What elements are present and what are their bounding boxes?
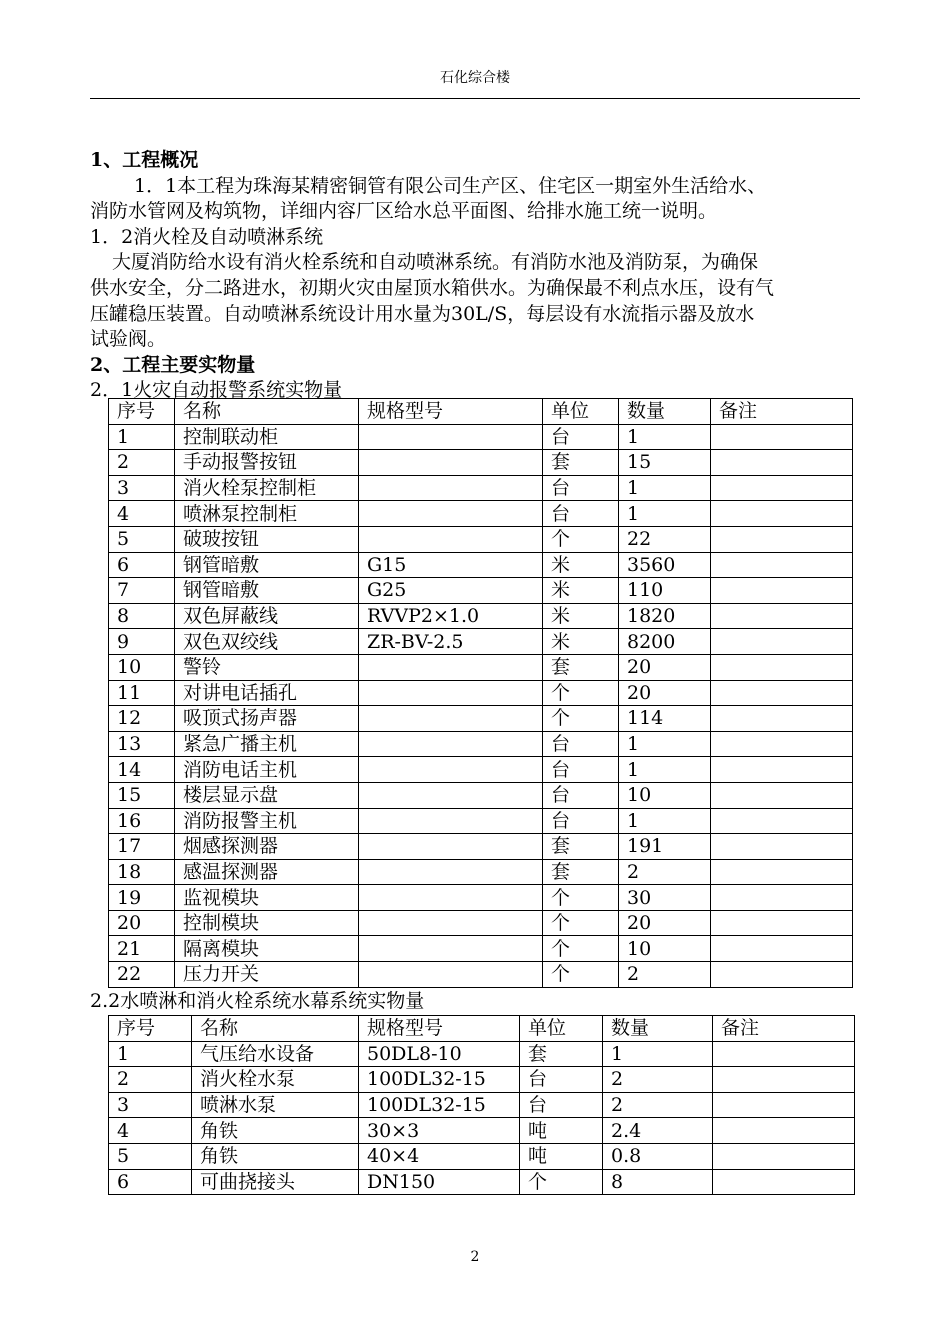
cell-unit: 台: [543, 808, 619, 834]
cell-note: [713, 1143, 855, 1169]
cell-name: 可曲挠接头: [192, 1169, 359, 1195]
cell-no: 21: [109, 936, 175, 962]
cell-unit: 个: [520, 1169, 603, 1195]
cell-qty: 191: [619, 834, 711, 860]
cell-name: 角铁: [192, 1143, 359, 1169]
cell-spec: 100DL32-15: [359, 1092, 520, 1118]
cell-unit: 个: [543, 680, 619, 706]
cell-spec: [359, 654, 543, 680]
cell-note: [713, 1041, 855, 1067]
cell-name: 隔离模块: [175, 936, 359, 962]
cell-spec: [359, 757, 543, 783]
header-cell-note: 备注: [711, 399, 853, 425]
table-header-row: [109, 399, 853, 425]
page-number: 2: [470, 1249, 480, 1265]
cell-no: 11: [109, 680, 175, 706]
table-row: [109, 1143, 855, 1169]
table-row: [109, 526, 853, 552]
table-row: [109, 936, 853, 962]
cell-spec: DN150: [359, 1169, 520, 1195]
cell-qty: 20: [619, 680, 711, 706]
cell-spec: [359, 706, 543, 732]
table-row: [109, 834, 853, 860]
cell-unit: 个: [543, 526, 619, 552]
cell-note: [711, 654, 853, 680]
cell-no: 22: [109, 962, 175, 988]
table-row: [109, 501, 853, 527]
cell-spec: [359, 936, 543, 962]
cell-name: 消火栓水泵: [192, 1067, 359, 1093]
cell-note: [711, 885, 853, 911]
cell-qty: 110: [619, 578, 711, 604]
cell-no: 13: [109, 731, 175, 757]
cell-note: [711, 603, 853, 629]
cell-qty: 1: [619, 731, 711, 757]
table-row: [109, 962, 853, 988]
cell-no: 8: [109, 603, 175, 629]
cell-name: 消防电话主机: [175, 757, 359, 783]
cell-name: 钢管暗敷: [175, 578, 359, 604]
cell-unit: 米: [543, 578, 619, 604]
cell-spec: G15: [359, 552, 543, 578]
cell-no: 5: [109, 526, 175, 552]
cell-no: 2: [109, 450, 175, 476]
header-cell-no: 序号: [109, 399, 175, 425]
table-row: [109, 782, 853, 808]
cell-note: [711, 782, 853, 808]
cell-no: 14: [109, 757, 175, 783]
cell-name: 警铃: [175, 654, 359, 680]
table-row: [109, 603, 853, 629]
cell-spec: 40×4: [359, 1143, 520, 1169]
table-row: [109, 1118, 855, 1144]
cell-unit: 个: [543, 962, 619, 988]
cell-name: 气压给水设备: [192, 1041, 359, 1067]
cell-no: 19: [109, 885, 175, 911]
section-2-1-heading: 2．1火灾自动报警系统实物量: [90, 379, 343, 402]
section-1-2-line-3: 压罐稳压装置。自动喷淋系统设计用水量为30L/S，每层设有水流指示器及放水: [90, 302, 755, 325]
section-1-heading: 1、工程概况: [90, 149, 199, 171]
cell-note: [711, 834, 853, 860]
cell-unit: 套: [520, 1041, 603, 1067]
cell-unit: 米: [543, 552, 619, 578]
cell-spec: [359, 450, 543, 476]
header-cell-name: 名称: [175, 399, 359, 425]
cell-note: [711, 578, 853, 604]
cell-qty: 8: [603, 1169, 713, 1195]
cell-note: [711, 808, 853, 834]
cell-qty: 2: [603, 1067, 713, 1093]
cell-name: 压力开关: [175, 962, 359, 988]
table-row: [109, 424, 853, 450]
cell-name: 角铁: [192, 1118, 359, 1144]
cell-qty: 20: [619, 654, 711, 680]
cell-no: 4: [109, 1118, 192, 1144]
table-row: [109, 450, 853, 476]
cell-unit: 台: [543, 424, 619, 450]
cell-spec: 50DL8-10: [359, 1041, 520, 1067]
cell-spec: ZR-BV-2.5: [359, 629, 543, 655]
cell-qty: 10: [619, 782, 711, 808]
cell-no: 1: [109, 424, 175, 450]
table-row: [109, 680, 853, 706]
cell-no: 5: [109, 1143, 192, 1169]
cell-qty: 1: [619, 424, 711, 450]
cell-note: [711, 706, 853, 732]
document-body-2: [90, 989, 860, 1015]
cell-name: 消火栓泵控制柜: [175, 475, 359, 501]
cell-no: 3: [109, 475, 175, 501]
table-row: [109, 1092, 855, 1118]
header-cell-unit: 单位: [543, 399, 619, 425]
section-1-1-line-2: 消防水管网及构筑物，详细内容厂区给水总平面图、给排水施工统一说明。: [90, 200, 718, 223]
table-row: [109, 1169, 855, 1195]
cell-spec: [359, 859, 543, 885]
cell-note: [711, 757, 853, 783]
cell-spec: [359, 501, 543, 527]
cell-no: 3: [109, 1092, 192, 1118]
cell-no: 17: [109, 834, 175, 860]
header-cell-qty: 数量: [619, 399, 711, 425]
cell-name: 紧急广播主机: [175, 731, 359, 757]
cell-no: 20: [109, 910, 175, 936]
cell-note: [713, 1092, 855, 1118]
cell-note: [713, 1118, 855, 1144]
cell-spec: [359, 424, 543, 450]
cell-name: 双色双绞线: [175, 629, 359, 655]
table-row: [109, 706, 853, 732]
cell-unit: 台: [543, 757, 619, 783]
cell-name: 消防报警主机: [175, 808, 359, 834]
header-cell-note: 备注: [713, 1016, 855, 1042]
cell-note: [711, 962, 853, 988]
cell-note: [711, 680, 853, 706]
cell-unit: 吨: [520, 1143, 603, 1169]
cell-name: 双色屏蔽线: [175, 603, 359, 629]
header-cell-unit: 单位: [520, 1016, 603, 1042]
cell-name: 喷淋水泵: [192, 1092, 359, 1118]
cell-unit: 米: [543, 603, 619, 629]
cell-name: 吸顶式扬声器: [175, 706, 359, 732]
page-header-title: 石化综合楼: [440, 70, 510, 86]
cell-note: [711, 936, 853, 962]
cell-note: [711, 859, 853, 885]
cell-qty: 1: [619, 757, 711, 783]
cell-no: 16: [109, 808, 175, 834]
cell-unit: 套: [543, 834, 619, 860]
table-row: [109, 629, 853, 655]
cell-note: [711, 629, 853, 655]
cell-unit: 套: [543, 450, 619, 476]
cell-qty: 2: [619, 962, 711, 988]
cell-unit: 个: [543, 885, 619, 911]
cell-unit: 套: [543, 654, 619, 680]
cell-qty: 15: [619, 450, 711, 476]
cell-spec: 100DL32-15: [359, 1067, 520, 1093]
cell-unit: 个: [543, 936, 619, 962]
cell-spec: [359, 731, 543, 757]
header-cell-name: 名称: [192, 1016, 359, 1042]
cell-no: 12: [109, 706, 175, 732]
cell-no: 1: [109, 1041, 192, 1067]
cell-spec: [359, 910, 543, 936]
cell-unit: 台: [520, 1092, 603, 1118]
cell-note: [711, 501, 853, 527]
cell-spec: 30×3: [359, 1118, 520, 1144]
table-row: [109, 885, 853, 911]
cell-qty: 8200: [619, 629, 711, 655]
cell-note: [711, 424, 853, 450]
cell-unit: 台: [543, 501, 619, 527]
cell-qty: 2.4: [603, 1118, 713, 1144]
cell-no: 15: [109, 782, 175, 808]
header-cell-qty: 数量: [603, 1016, 713, 1042]
cell-unit: 台: [520, 1067, 603, 1093]
cell-spec: [359, 526, 543, 552]
cell-unit: 吨: [520, 1118, 603, 1144]
header-cell-spec: 规格型号: [359, 1016, 520, 1042]
cell-name: 感温探测器: [175, 859, 359, 885]
cell-no: 9: [109, 629, 175, 655]
cell-unit: 个: [543, 706, 619, 732]
cell-spec: [359, 475, 543, 501]
cell-name: 破玻按钮: [175, 526, 359, 552]
header-cell-no: 序号: [109, 1016, 192, 1042]
cell-name: 手动报警按钮: [175, 450, 359, 476]
cell-no: 6: [109, 552, 175, 578]
cell-note: [711, 731, 853, 757]
table-row: [109, 808, 853, 834]
cell-spec: G25: [359, 578, 543, 604]
table-row: [109, 1067, 855, 1093]
cell-unit: 个: [543, 910, 619, 936]
section-2-2-heading: 2.2水喷淋和消火栓系统水幕系统实物量: [90, 990, 425, 1012]
cell-qty: 1: [619, 808, 711, 834]
cell-unit: 台: [543, 782, 619, 808]
cell-no: 4: [109, 501, 175, 527]
cell-note: [711, 526, 853, 552]
cell-qty: 1: [619, 475, 711, 501]
header-cell-spec: 规格型号: [359, 399, 543, 425]
cell-spec: [359, 962, 543, 988]
section-1-2-line-2: 供水安全，分二路进水，初期火灾由屋顶水箱供水。为确保最不利点水压，设有气: [90, 276, 775, 299]
cell-spec: RVVP2×1.0: [359, 603, 543, 629]
sprinkler-hydrant-quantity-table: [108, 1015, 855, 1195]
cell-qty: 2: [619, 859, 711, 885]
cell-qty: 1: [603, 1041, 713, 1067]
section-1-2-line-4: 试验阀。: [90, 328, 167, 351]
cell-unit: 台: [543, 475, 619, 501]
cell-spec: [359, 808, 543, 834]
cell-spec: [359, 885, 543, 911]
table-row: [109, 578, 853, 604]
cell-no: 6: [109, 1169, 192, 1195]
cell-name: 监视模块: [175, 885, 359, 911]
cell-name: 钢管暗敷: [175, 552, 359, 578]
cell-unit: 套: [543, 859, 619, 885]
cell-qty: 22: [619, 526, 711, 552]
document-body: [90, 148, 860, 404]
cell-qty: 0.8: [603, 1143, 713, 1169]
cell-qty: 2: [603, 1092, 713, 1118]
cell-name: 烟感探测器: [175, 834, 359, 860]
cell-note: [711, 450, 853, 476]
cell-name: 楼层显示盘: [175, 782, 359, 808]
cell-no: 18: [109, 859, 175, 885]
cell-note: [713, 1169, 855, 1195]
section-1-1-line-1: 1．1本工程为珠海某精密铜管有限公司生产区、住宅区一期室外生活给水、: [134, 174, 767, 197]
table-row: [109, 1041, 855, 1067]
table-header-row: [109, 1016, 855, 1042]
section-1-2-line-1: 大厦消防给水设有消火栓系统和自动喷淋系统。有消防水池及消防泵，为确保: [112, 251, 759, 274]
cell-note: [711, 552, 853, 578]
cell-name: 对讲电话插孔: [175, 680, 359, 706]
cell-unit: 米: [543, 629, 619, 655]
cell-unit: 台: [543, 731, 619, 757]
cell-spec: [359, 782, 543, 808]
section-1-2-heading: 1．2消火栓及自动喷淋系统: [90, 225, 324, 248]
cell-no: 7: [109, 578, 175, 604]
cell-qty: 1820: [619, 603, 711, 629]
cell-spec: [359, 680, 543, 706]
table-row: [109, 475, 853, 501]
table-row: [109, 757, 853, 783]
cell-qty: 20: [619, 910, 711, 936]
cell-qty: 3560: [619, 552, 711, 578]
cell-qty: 30: [619, 885, 711, 911]
table-row: [109, 552, 853, 578]
header-divider: [90, 98, 860, 99]
cell-name: 喷淋泵控制柜: [175, 501, 359, 527]
cell-note: [711, 910, 853, 936]
cell-note: [713, 1067, 855, 1093]
cell-no: 2: [109, 1067, 192, 1093]
table-row: [109, 731, 853, 757]
table-row: [109, 859, 853, 885]
cell-no: 10: [109, 654, 175, 680]
fire-alarm-quantity-table: [108, 398, 853, 988]
cell-qty: 10: [619, 936, 711, 962]
cell-name: 控制联动柜: [175, 424, 359, 450]
cell-qty: 114: [619, 706, 711, 732]
section-2-heading: 2、工程主要实物量: [90, 353, 256, 376]
table-row: [109, 910, 853, 936]
cell-note: [711, 475, 853, 501]
cell-qty: 1: [619, 501, 711, 527]
cell-spec: [359, 834, 543, 860]
table-row: [109, 654, 853, 680]
cell-name: 控制模块: [175, 910, 359, 936]
